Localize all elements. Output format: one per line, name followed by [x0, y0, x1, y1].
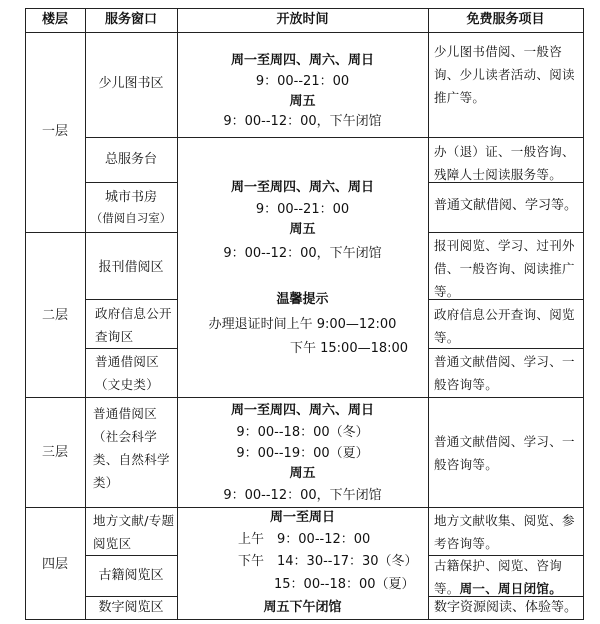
services-local-docs: 地方文献收集、阅览、参考咨询等。 — [434, 513, 575, 551]
window-newspaper: 报刊借阅区 — [98, 260, 164, 275]
window-ancient: 古籍阅览区 — [98, 568, 164, 583]
hours-f3-friday: 周五 — [289, 466, 316, 481]
services-service-desk: 办（退）证、一般咨询、残障人士阅读服务等。 — [434, 144, 575, 182]
table-rule — [85, 137, 584, 138]
window-local-docs: 地方文献/专题阅览区 — [93, 513, 175, 551]
table-rule — [85, 596, 177, 597]
header-hours: 开放时间 — [276, 12, 329, 27]
table-rule — [85, 182, 177, 183]
services-digital: 数字资源阅读、体验等。 — [433, 600, 577, 615]
hours-f2-friday-time: 9：00--12：00，下午闭馆 — [223, 246, 382, 261]
hours-f2-days: 周一至周四、周六、周日 — [230, 180, 374, 195]
table-rule — [583, 8, 584, 620]
hours-f3-friday-time: 9：00--12：00，下午闭馆 — [223, 488, 382, 503]
header-window: 服务窗口 — [104, 12, 157, 27]
table-rule — [428, 8, 429, 620]
hours-f1a-friday: 周五 — [289, 94, 316, 109]
services-newspaper: 报刊阅览、学习、过刊外借、一般咨询、阅读推广等。 — [434, 238, 575, 299]
hours-f2-friday: 周五 — [289, 222, 316, 237]
table-rule — [85, 299, 177, 300]
table-rule — [85, 8, 86, 620]
hours-f1a-days: 周一至周四、周六、周日 — [230, 53, 374, 68]
hours-f3-time-summer: 9：00--19：00（夏） — [236, 446, 369, 461]
services-ancient: 古籍保护、阅览、咨询等。周一、周日闭馆。 — [434, 558, 563, 596]
services-ancient-bold: 周一、周日闭馆。 — [459, 581, 563, 596]
header-floor: 楼层 — [41, 12, 68, 27]
window-digital: 数字阅览区 — [98, 600, 164, 615]
table-rule — [428, 232, 584, 233]
window-service-desk: 总服务台 — [104, 152, 157, 167]
notice-title: 温馨提示 — [276, 292, 329, 307]
notice-line-1: 办理退证时间上午 9:00—12:00 — [208, 317, 397, 332]
table-rule — [85, 348, 177, 349]
floor-label-3: 三层 — [41, 445, 68, 460]
hours-f4-am: 上午 9：00--12：00 — [238, 532, 371, 547]
window-city-study: 城市书房 — [104, 190, 157, 205]
hours-f1a-time: 9：00--21：00 — [255, 74, 350, 89]
window-city-study-sub: （借阅自习室） — [90, 211, 172, 225]
hours-f2-time: 9：00--21：00 — [255, 202, 350, 217]
table-rule — [25, 397, 584, 398]
window-social-natural: 普通借阅区（社会科学类、自然科学类） — [93, 406, 170, 490]
window-gov-info: 政府信息公开查询区 — [95, 306, 172, 344]
hours-f4-pm-summer: 15：00--18：00（夏） — [274, 577, 415, 592]
floor-label-2: 二层 — [41, 308, 68, 323]
services-children-library: 少儿图书借阅、一般咨询、少儿读者活动、阅读推广等。 — [434, 44, 575, 105]
table-rule — [85, 555, 177, 556]
services-city-study: 普通文献借阅、学习等。 — [433, 198, 577, 213]
window-children-library: 少儿图书区 — [98, 76, 164, 91]
hours-f4-days: 周一至周日 — [269, 510, 335, 525]
notice-line-2: 下午 15:00—18:00 — [290, 341, 409, 356]
table-rule — [25, 232, 177, 233]
floor-label-4: 四层 — [41, 557, 68, 572]
hours-f3-time-winter: 9：00--18：00（冬） — [236, 425, 369, 440]
window-general-lit: 普通借阅区（文史类） — [95, 354, 160, 392]
services-f3: 普通文献借阅、学习、一般咨询等。 — [434, 434, 575, 472]
hours-f4-closed: 周五下午闭馆 — [263, 600, 342, 615]
table-rule — [25, 8, 584, 9]
services-gov-info: 政府信息公开查询、阅览等。 — [434, 307, 575, 345]
header-services: 免费服务项目 — [466, 12, 545, 27]
floor-label-1: 一层 — [41, 124, 68, 139]
hours-f3-days: 周一至周四、周六、周日 — [230, 403, 374, 418]
hours-f4-pm-winter: 下午 14：30--17：30（冬） — [238, 554, 418, 569]
hours-f1a-friday-time: 9：00--12：00，下午闭馆 — [223, 114, 382, 129]
services-general-lit: 普通文献借阅、学习、一般咨询等。 — [434, 354, 575, 392]
table-rule — [25, 32, 584, 33]
table-rule — [25, 619, 584, 620]
